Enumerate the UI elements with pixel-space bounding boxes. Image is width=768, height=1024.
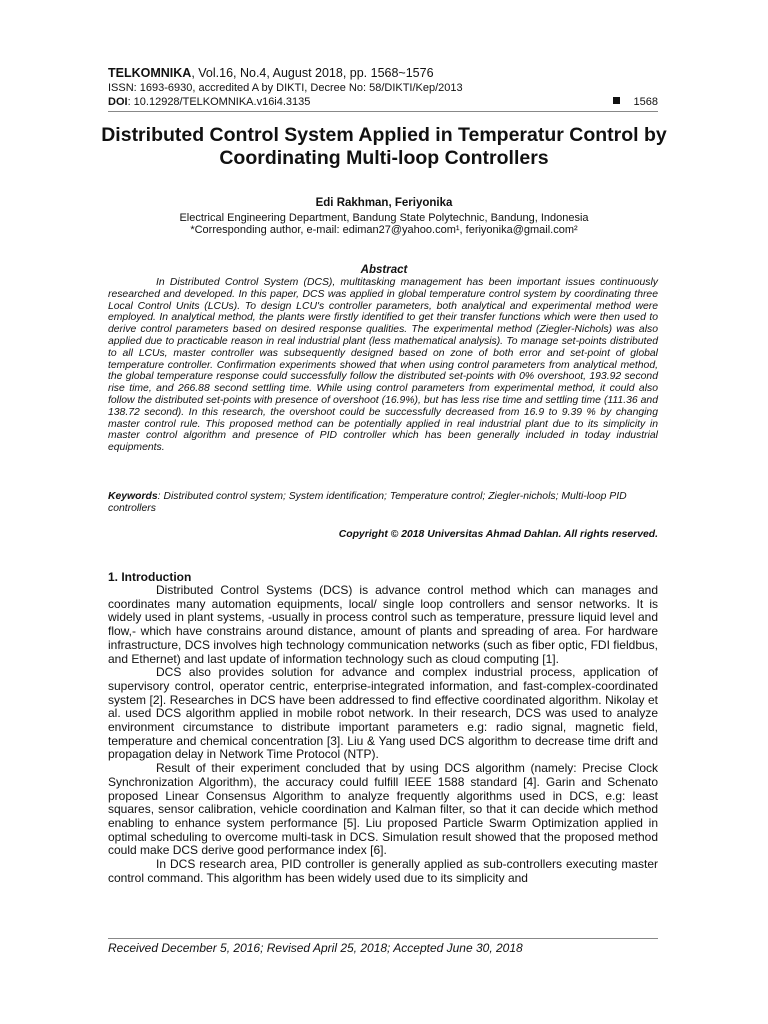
doi-value: : 10.12928/TELKOMNIKA.v16i4.3135 <box>127 96 311 108</box>
abstract-heading: Abstract <box>360 264 408 276</box>
paragraph: In DCS research area, PID controller is generally applied as sub-controllers executing master control command. This algorithm has been widely used due to its simplicity and <box>108 857 658 885</box>
copyright-notice: Copyright © 2018 Universitas Ahmad Dahlan. All rights reserved. <box>338 529 658 540</box>
affiliation: Electrical Engineering Department, Bandung State Polytechnic, Bandung, Indonesia <box>179 212 589 224</box>
keywords-label: Keywords <box>108 491 158 502</box>
authors: Edi Rakhman, Feriyonika <box>315 197 453 209</box>
keywords <box>108 491 658 515</box>
doi-label: DOI <box>108 96 128 108</box>
header-divider <box>108 111 658 112</box>
doi-line <box>108 96 310 109</box>
section-body <box>108 584 658 885</box>
section-heading: 1. Introduction <box>108 570 192 584</box>
paragraph: DCS also provides solution for advance and complex industrial process, application of supervisory control, operator centric, enterprise-integrated information, and fast-complex-coordinated system [2]. Researches in DCS have been addressed to find effective coordinated algorithm. Nikolay et al. used DCS algorithm applied in mobile robot network. In their research, DCS was used to analyze environment circumstance to distribute important parameters e.g: radio signal, magnetic field, temperature and chemical concentration [3]. Liu & Yang used DCS algorithm to decrease time drift and propagation delay in Network Time Protocol (NTP). <box>108 665 658 762</box>
paragraph: Result of their experiment concluded that by using DCS algorithm (namely: Precise Clock Synchronization Algorithm), the accuracy could fulfill IEEE 1588 standard [4]. Garin and Schenato proposed Linear Consensus Algorithm to analyze frequently algorithms used in DCS, e.g: least squares, sensor calibration, vehicle coordination and Kalman filter, so that it can decide which method enabling to enhance system performance [5]. Liu proposed Particle Swarm Optimization applied in optimal scheduling to overcome multi-task in DCS. Simulation result showed that the proposed method could make DCS derive good performance index [6]. <box>108 761 658 858</box>
square-bullet-icon <box>613 97 620 104</box>
paper-title: Distributed Control System Applied in Temperatur Control by Coordinating Multi-loop Controllers <box>101 124 667 169</box>
issn-line: ISSN: 1693-6930, accredited A by DIKTI, Decree No: 58/DIKTI/Kep/2013 <box>108 82 463 94</box>
received-dates: Received December 5, 2016; Revised April 25, 2018; Accepted June 30, 2018 <box>108 941 523 955</box>
paragraph: Distributed Control Systems (DCS) is advance control method which can manages and coordinates many automation equipments, local/ single loop controllers and sensor networks. It is widely used in plant systems, -usually in process control such as temperature, pressure liquid level and flow,- which have constrains around distance, amount of plants and spreading of area. For hardware infrastructure, DCS involves high technology communication networks (such as fiber optic, FDI fieldbus, and Ethernet) and last update of information technology such as cloud computing [1]. <box>108 583 658 666</box>
keywords-text: : Distributed control system; System identification; Temperature control; Ziegler-nichols; Multi-loop PID controllers <box>108 491 627 514</box>
abstract-text: In Distributed Control System (DCS), multitasking management has been important issues continuously researched and developed. In this paper, DCS was applied in global temperature control system by coordinating three Local Control Units (LCUs). To design LCU's controller parameters, both analytical and experimental method were employed. In analytical method, the plants were firstly identified to get their transfer functions which were then used to derive control parameters based on desired response qualities. The experimental method (Ziegler-Nichols) was also applied due to practicable reason in real industrial plant (less mathematical analysis). To manage set-points distributed to all LCUs, master controller was subsequently designed based on zone of both error and set-point of global temperature controller. Confirmation experiments showed that when using control parameters from analytical method, the global temperature response could successfully follow the distributed set-points with 0% overshoot, 193.92 second rise time, and 266.88 second settling time. While using control parameters from experimental method, it could also follow the distributed set-points with presence of overshoot (16.9%), but has less rise time and settling time (111.36 and 138.72 second). In this research, the overshoot could be successfully decreased from 16.9 to 9.39 % by changing master control rule. This proposed method can be potentially applied in real industrial plant due to its simplicity in master control algorithm and presence of PID controller which has been generally included in today industrial equipments. <box>108 277 658 454</box>
footer-divider <box>108 938 658 939</box>
journal-name: TELKOMNIKA <box>108 66 192 80</box>
volume-info: , Vol.16, No.4, August 2018, pp. 1568~1576 <box>191 66 434 80</box>
journal-header <box>108 67 434 80</box>
page-number-value: 1568 <box>633 96 658 108</box>
page-number <box>613 96 658 108</box>
corresponding-author: *Corresponding author, e-mail: ediman27@yahoo.com¹, feriyonika@gmail.com² <box>190 224 578 236</box>
